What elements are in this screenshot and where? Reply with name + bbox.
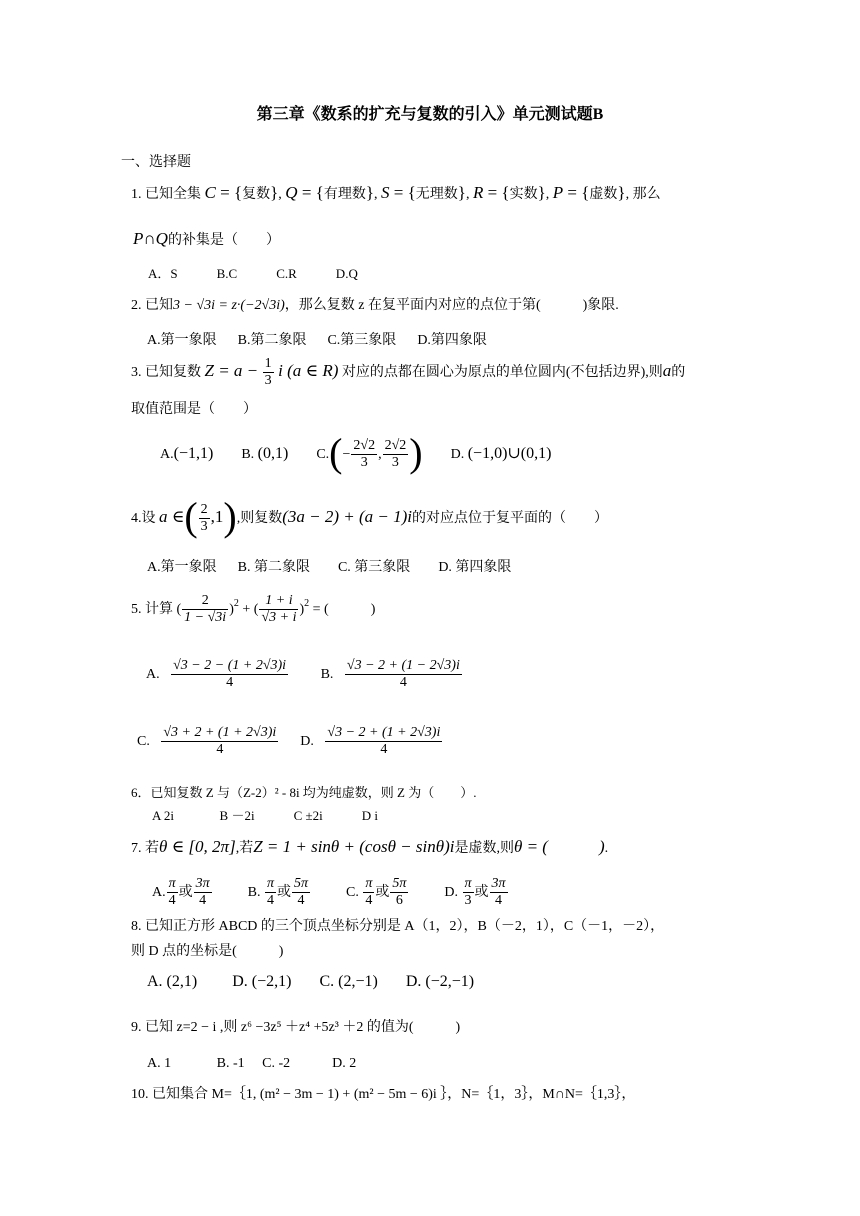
question-1-line-1: 1. 已知全集 C = {复数}, Q = {有理数}, S = {无理数}, R = {实数}, P = {虚数}, 那么: [131, 183, 661, 202]
section-heading: 一、选择题: [121, 155, 191, 170]
question-9: 9. 已知 z=2 − i ,则 z⁶ −3z⁵ ＋z⁴ +5z³ ＋2 的值为( ): [131, 1020, 461, 1035]
question-2-options: A.第一象限 B.第二象限 C.第三象限 D.第四象限: [147, 333, 487, 348]
question-8-line-1: 8. 已知正方形 ABCD 的三个顶点坐标分别是 A（1，2），B（－2，1），C（－1，－2），: [131, 919, 665, 934]
question-5-options-ab: A. $\frac{√3 - 2 - (1 + 2√3)i}{4}$ B. $\frac{√3 - 2 + (1 - 2√3)i}{4}$: [146, 658, 460, 691]
question-5-options-cd: C. $\frac{√3 + 2 + (1 + 2√3)i}{4}$ D. $\frac{√3 - 2 + (1 + 2√3)i}{4}$: [137, 725, 441, 758]
question-9-options: A. 1 B. -1 C. -2 D. 2: [147, 1056, 357, 1071]
question-8-options: A. (2,1) D. (−2,1) C. (2,−1) D. (−2,−1): [147, 973, 475, 990]
question-6-options: A 2i B －2i C ±2i D i: [152, 808, 379, 823]
question-1-line-2: P∩Q的补集是（ ）: [133, 229, 280, 248]
question-3-line-2: 取值范围是（ ）: [131, 402, 257, 417]
question-7-options: A. $\frac{\pi}{4}$ 或 $\frac{3\pi}{4}$ B. $\frac{\pi}{4}$ 或 $\frac{5\pi}{4}$ C. $\frac{\pi}{4}$ 或 $\frac{5\pi}{6}$ D. $\frac{\pi}{3}$ 或 $\frac{3\pi}{4}$: [152, 876, 506, 909]
question-8-line-2: 则 D 点的坐标是( ): [131, 944, 284, 959]
question-5: 5. 计算 ( $\frac{2}{1 - √3i}$ )$^2$ + ( $\frac{1 + i}{√3 + i}$ )$^2$ = ( ): [131, 593, 376, 626]
question-7: 7. 若θ ∈ [0, 2π],若Z = 1 + sinθ + (cosθ − sinθ)i是虚数,则θ = ( ).: [131, 837, 609, 856]
question-4-options: A.第一象限 B. 第二象限 C. 第三象限 D. 第四象限: [147, 560, 512, 575]
question-1-options: A．S B.C C.R D.Q: [148, 266, 358, 281]
question-3-line-1: 3. 已知复数 Z = a − $\frac{1}{3}$ i (a ∈ R) 对应的点都在圆心为原点的单位圆内(不包括边界),则a的: [131, 356, 686, 389]
document-title: 第三章《数系的扩充与复数的引入》单元测试题B: [256, 106, 604, 123]
question-3-options: A.(−1,1) B. (0,1) C.(− $\frac{2√2}{3}$ , $\frac{2√2}{3}$ ) D. (−1,0)∪(0,1): [160, 430, 552, 475]
question-6: 6．已知复数 Z 与（Z-2）² - 8i 均为纯虚数，则 Z 为（ ）.: [131, 785, 477, 800]
question-10: 10. 已知集合 M=｛1, (m² − 3m − 1) + (m² − 5m − 6)i ｝，N=｛1，3｝，M∩N=｛1,3｝，: [131, 1087, 636, 1102]
question-2: 2. 已知3 − √3i = z·(−2√3i)，那么复数 z 在复平面内对应的点位于第( )象限.: [131, 298, 619, 313]
question-4: 4.设 a ∈( $\frac{2}{3}$ ,1),则复数(3a − 2) + (a − 1)i的对应点位于复平面的（ ）: [131, 494, 609, 539]
